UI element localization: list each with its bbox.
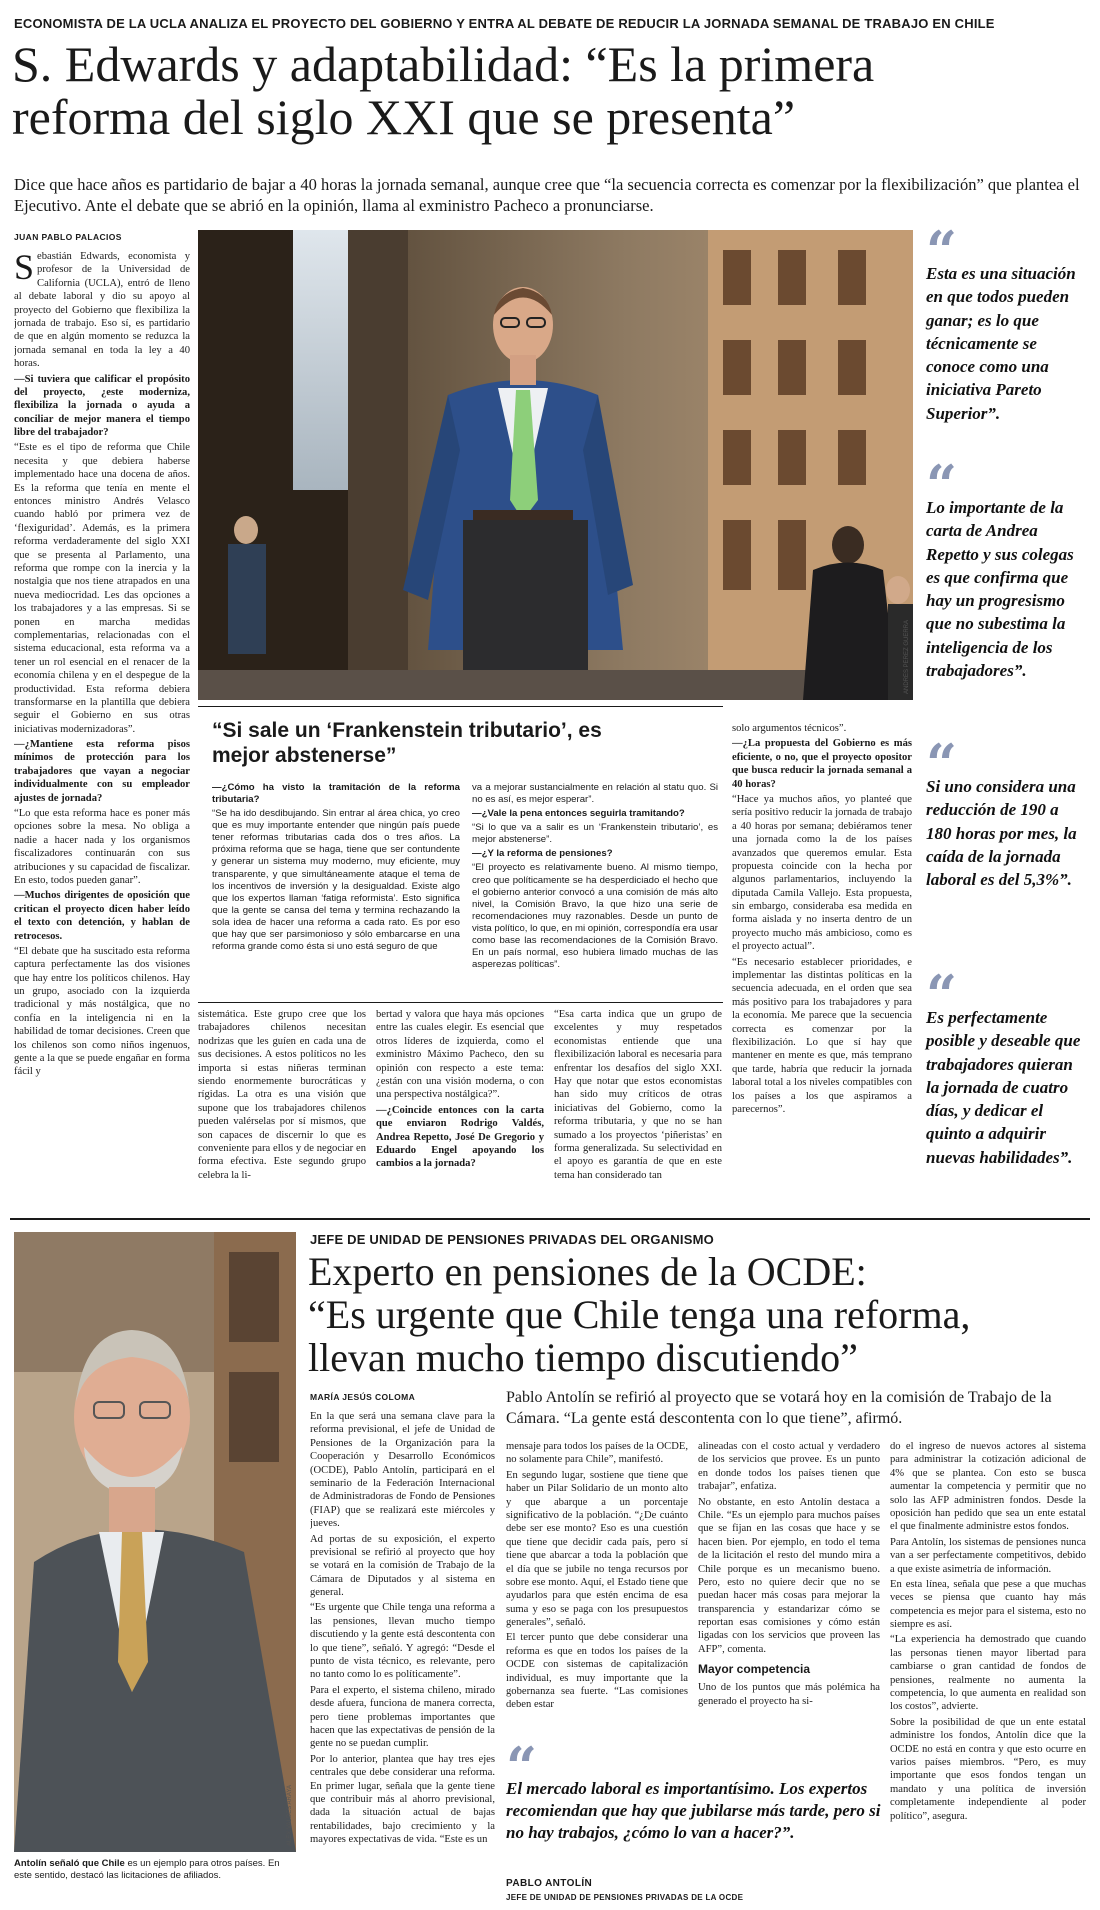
article1-dek: Dice que hace años es partidario de bajar a 40 horas la jornada semanal, aunque cree que “la secuencia correcta es comenzar por la flexibilización” que plantea el Ejecutivo. Ante el debate que se abrió en la opinión, llama al exministro Pacheco a pronunciarse. [14, 175, 1080, 216]
article2-col2-para: En segundo lugar, sostiene que tiene que haber un Pilar Solidario de un monto alto y que abarque a un porcentaje significativo de la población. “¿De cuánto debe ser ese monto? Eso es una cuestión que tiene que decidir cada país, pero sí tiene que abarcar a toda la población que el día que se jubile no tenga recursos por sobre ese monto. Aquí, el Estado tiene que ayudarlos para que estén encima de esa suma y eso se paga con los presupuestos generales”, señaló. [506, 1469, 688, 1629]
article2-headline [308, 1250, 1093, 1380]
article2-col4-para: “La experiencia ha demostrado que cuando las personas tienen mayor libertad para cambiarse o gran cantidad de fondos de pensiones, realmente no aumenta la competencia, lo que aumenta en realidad son los costos”, advierte. [890, 1634, 1086, 1713]
sidebar-column-b [472, 782, 718, 1000]
article1-headline-line2: reforma del siglo XXI que se presenta” [12, 88, 796, 145]
sidebar-title: “Si sale un ‘Frankenstein tributario’, es mejor abstenerse” [212, 719, 602, 768]
article1-col5-para: “Hace ya muchos años, yo planteé que sería positivo reducir la jornada de trabajo a 40 horas por semana; debiéramos tener una jornada como la de los países avanzados que queremos emular. Esta propuesta coincide con la hecha por algunos parlamentarios, incluyendo la diputada Camila Vallejo. Esta propuesta, sin embargo, consideraba esa medida en forma aislada y no inserta dentro de un proyecto mucho más ambicioso, como es el proyecto actual”. [732, 793, 912, 953]
article2-byline: MARÍA JESÚS COLOMA [310, 1392, 416, 1402]
article2-pullquote: “ El mercado laboral es importantísimo. Los expertos recomiendan que hay que jubilarse más tarde, pero si no hay trabajos, ¿cómo lo van a hacer?”. [506, 1735, 881, 1843]
article-separator [10, 1218, 1090, 1220]
quote-mark-icon: “ [926, 453, 958, 517]
caption-lead: Antolín señaló que Chile [14, 1858, 125, 1869]
quote-mark-icon: “ [926, 732, 958, 796]
pullquote-3: “ Si uno considera una reducción de 190 a 180 horas por mes, la caída de la jornada laboral es del 5,3%”. [926, 745, 1086, 891]
article2-headline-line2: “Es urgente que Chile tenga una reforma, [308, 1292, 971, 1338]
article1-byline: JUAN PABLO PALACIOS [14, 232, 122, 242]
sidebar-para: va a mejorar sustancialmente en relación al statu quo. Si no es así, es mejor esperar”. [472, 782, 718, 806]
drop-cap: S [14, 250, 35, 287]
article1-column-2 [198, 1008, 366, 1208]
article2-column-2 [506, 1440, 688, 1740]
article2-headline-line3: llevan mucho tiempo discutiendo” [308, 1335, 858, 1381]
article1-col1-para-0: Sebastián Edwards, economista y profesor de la Universidad de California (UCLA), entró de lleno al debate laboral y dio su apoyo al proyecto del Gobierno que flexibiliza la jornada de trabajo. Eso sí, es partidario de que en algún momento se reduzca la jornada semanal en toda la ley a 40 horas. [14, 250, 190, 370]
article1-headline [12, 38, 1092, 143]
edwards-portrait-illustration [198, 230, 913, 700]
caption-text: es un ejemplo para otros países. En este sentido, destacó las licitaciones de afiliados. [14, 1858, 280, 1882]
article2-col2-para: mensaje para todos los países de la OCDE, no solamente para Chile”, manifestó. [506, 1441, 688, 1466]
article1-col1-para: “El debate que ha suscitado esta reforma captura perfectamente las dos visiones que hay entre los políticos chilenos. Hay un grupo, asociado con la izquierda tradicional y más nostálgica, que no confía en la inteligencia ni en la habilidad de tomar decisiones. Creen que los chilenos son como niños ingenuos, gente a la que se puede engañar en forma fácil y [14, 945, 190, 1078]
sidebar-question: —¿Vale la pena entonces seguirla tramitando? [472, 808, 685, 820]
article2-col1-para: “Es urgente que Chile tenga una reforma a las pensiones, llevan mucho tiempo discutiendo y la gente está descontenta con lo que tiene”, señaló. Y agregó: “Desde el punto de vista técnico, es relevante, pero no tanto como lo es políticamente”. [310, 1602, 495, 1681]
pullquote-attribution-name: PABLO ANTOLÍN [506, 1878, 593, 1889]
article1-column-1 [14, 250, 190, 1210]
sidebar-question: —¿Cómo ha visto la tramitación de la reforma tributaria? [212, 782, 460, 806]
article2-col4-para: Sobre la posibilidad de que un ente estatal administre los fondos, Antolín dice que la OCDE no está en contra y que esto ocurre en varios países miembros. “Pero, es muy importante que esos fondos tengan un mandato y una política de inversión completamente independiente al poder político”, asegura. [890, 1716, 1086, 1822]
article2-col3-para: alineadas con el costo actual y verdadero de los servicios que provee. Es un punto en donde todos los países tienen que trabajar”, enfatiza. [698, 1441, 880, 1493]
article1-col1-question: —Muchos dirigentes de oposición que critican el proyecto dicen haber leído el texto con detención, y hablan de retrocesos. [14, 890, 190, 942]
article2-col1-para: Para el experto, el sistema chileno, mirado desde afuera, funciona de manera correcta, pero tiene problemas importantes que hacen que las expectativas de pensión de la gente no se puedan cumplir. [310, 1684, 495, 1750]
article2-headline-line1: Experto en pensiones de la OCDE: [308, 1249, 867, 1294]
article2-col1-para: Por lo anterior, plantea que hay tres ejes centrales que debe considerar una reforma. En primer lugar, señala que la gente tiene que contribuir más al ahorro previsional, dada la situación actual de bajas rentabilidades, bajo crecimiento y la mayores expectativas de vida. “Este es un [310, 1753, 495, 1846]
article2-column-4 [890, 1440, 1086, 1900]
article2-column-1 [310, 1410, 495, 1900]
article2-subhead: Mayor competencia [698, 1662, 811, 1677]
article2-col1-para: Ad portas de su exposición, el experto previsional se refirió al proyecto que hoy se votará en la comisión de Trabajo de la Cámara de Diputados y al sistema en general. [310, 1533, 495, 1599]
article1-kicker: ECONOMISTA DE LA UCLA ANALIZA EL PROYECTO DEL GOBIERNO Y ENTRA AL DEBATE DE REDUCIR LA JORNADA SEMANAL DE TRABAJO EN CHILE [14, 16, 995, 31]
article1-column-3 [376, 1008, 544, 1208]
article2-photo-antolin [14, 1232, 296, 1852]
sidebar-column-a [212, 782, 460, 1000]
article2-col4-para: do el ingreso de nuevos actores al sistema para administrar la cotización adicional de 4% que se plantea. Con esto se busca aumentar la competencia y permitir que no solo las AFP administren fondos. Desde la oposición han pedido que sea un ente estatal el que finalmente administre estos fondos. [890, 1441, 1086, 1533]
article2-photo-credit: ALEX VALDÉS ARAYA [287, 1784, 293, 1846]
article1-column-4 [554, 1008, 722, 1208]
antolin-portrait-illustration [14, 1232, 296, 1852]
article2-col2-para: El tercer punto que debe considerar una reforma es que en todos los países de la OCDE con sistemas de capitalización individual, es muy importante que la gobernanza sea fuerte. “Las comisiones deben estar [506, 1632, 688, 1711]
article1-col4-para: “Esa carta indica que un grupo de excelentes y muy respetados economistas entiende que una flexibilización laboral es necesaria para enfrentar los desafíos del siglo XXI. Hay que notar que estos economistas han sido muy críticos de otras iniciativas del Gobierno, como la reforma tributaria, y que no se han sumado a los proyectos ‘piñeristas’ en forma generalizada. Su selectividad en el apoyo es garantía de que en este tema han considerado tan [554, 1009, 722, 1181]
sidebar-para: “El proyecto es relativamente bueno. Al mismo tiempo, creo que políticamente se ha desperdiciado el hecho que el gobierno anterior convocó a una comisión de más alto nivel, la Comisión Bravo, la que hizo una serie de recomendaciones muy razonables. Desde un punto de vista político, lo que, en mi opinión, correspondía era usar como base las recomendaciones de la Comisión Bravo. En un país normal, eso hubiera limado muchas de las asperezas políticas”. [472, 862, 718, 971]
sidebar-top-rule [198, 706, 723, 707]
pullquote-1: “ Esta es una situación en que todos pueden ganar; es lo que técnicamente se conoce como una iniciativa Pareto Superior”. [926, 232, 1086, 425]
article1-column-5 [732, 722, 912, 1208]
article2-kicker: JEFE DE UNIDAD DE PENSIONES PRIVADAS DEL ORGANISMO [310, 1232, 714, 1247]
quote-mark-icon: “ [506, 1735, 538, 1799]
pullquote-4: “ Es perfectamente posible y deseable que trabajadores quieran la jornada de cuatro días, y dedicar el quinto a adquirir nuevas habilidades”. [926, 976, 1086, 1169]
article1-photo-credit: ANDRÉS PÉREZ GUERRA [904, 619, 910, 694]
article2-photo-caption [14, 1858, 296, 1883]
sidebar-bottom-rule [198, 1002, 723, 1003]
sidebar-para: “Si lo que va a salir es un ‘Frankenstein tributario’, es mejor abstenerse”. [472, 822, 718, 846]
article2-col1-para: En la que será una semana clave para la reforma previsional, el jefe de Unidad de Pensiones de la Organización para la Cooperación y Desarrollo Económicos (OCDE), Pablo Antolín, participará en el seminario de la Federación Internacional de Administradoras de Fondo de Pensiones (FIAP) que se realizará este miércoles y jueves. [310, 1411, 495, 1530]
quote-mark-icon: “ [926, 963, 958, 1027]
article2-col3-para: No obstante, en esto Antolín destaca a Chile. “Es un ejemplo para muchos países que se fijan en las cosas que hace y se hacen bien. Por ejemplo, en todo el tema de la licitación el resto del mundo mira a Chile porque es un mecanismo bueno. Pero, esto no quiere decir que no se puedan hacer más cosas para mejorar la transparencia y estandarizar cómo se reportan esas comisiones y cómo están ligadas con los servicios que proveen las AFP”, comenta. [698, 1496, 880, 1655]
article2-col3-para: Uno de los puntos que más polémica ha generado el proyecto ha si- [698, 1682, 880, 1707]
article1-col1-para: “Lo que esta reforma hace es poner más opciones sobre la mesa. No obliga a nadie a hacer nada y los organismos fiscalizadores continuarán con sus atribuciones y su capacidad de fiscalizar. En esto, todos pueden ganar”. [14, 808, 190, 886]
article1-photo-edwards [198, 230, 913, 700]
pullquote-attribution-role: JEFE DE UNIDAD DE PENSIONES PRIVADAS DE LA OCDE [506, 1893, 744, 1902]
article1-col3-para: bertad y valora que haya más opciones entre las cuales elegir. Es esencial que otros líderes de izquierda, como el exministro Máximo Pacheco, den su opinión con respecto a este tema: ¿están con una visión moderna, o con una perspectiva nostálgica?”. [376, 1009, 544, 1101]
article1-col1-question: —¿Mantiene esta reforma pisos mínimos de protección para los trabajadores que vayan a negociar individualmente con su empleador ajustes de jornada? [14, 739, 190, 804]
article2-col4-para: En esta línea, señala que pese a que muchas veces se piensa que cuanto hay más competencia es mejor para el sistema, esto no siempre es así. [890, 1578, 1086, 1631]
article2-col4-para: Para Antolín, los sistemas de pensiones nunca van a ser perfectamente competitivos, debido a que existe asimetría de información. [890, 1536, 1086, 1575]
article2-column-3 [698, 1440, 880, 1740]
sidebar-para: “Se ha ido desdibujando. Sin entrar al área chica, yo creo que es muy importante entender que ningún país puede tener reformas tributarias cada dos o tres años. La próxima reforma que se haga, tiene que ser contundente y generar un sistema muy moderno, muy eficiente, muy transparente, y que simultáneamente ataque el tema de los incentivos de inversión y la desigualdad. Existe algo que los expertos llaman ‘fatiga reformista’. Esto significa que la gente se cansa del tema y termina rechazando la sola idea de hacer una reforma a cada rato. Es por eso que hay que ser parsimonioso y sólo embarcarse en una reforma grande como ésta si uno está seguro de que [212, 808, 460, 953]
article1-col5-para: “Es necesario establecer prioridades, e implementar las distintas políticas en la secuencia adecuada, en el orden que sea más positivo para los trabajadores y para la economía. Me parece que la secuencia correcta es comenzar por la flexibilización. Lo que sí hay que mantener en mente es que, más temprano que tarde, habría que reducir la jornada laboral total a los niveles compatibles con los países a los que aspiramos a parecernos”. [732, 956, 912, 1115]
article1-headline-line1: S. Edwards y adaptabilidad: “Es la primera [12, 36, 875, 92]
article1-col1-question: —Si tuviera que calificar el propósito del proyecto, ¿este moderniza, flexibiliza la jornada o ayuda a conciliar de mejor manera el tiempo libre del trabajador? [14, 373, 190, 439]
article1-col5-question: —¿La propuesta del Gobierno es más eficiente, o no, que el proyecto opositor que busca reducir la jornada semanal a 40 horas? [732, 738, 912, 790]
pullquote-2: “ Lo importante de la carta de Andrea Repetto y sus colegas es que confirma que hay un progresismo que no subestima la inteligencia de los trabajadores”. [926, 466, 1086, 682]
article1-col1-para: “Este es el tipo de reforma que Chile necesita y que debiera haberse implementado hace una docena de años. Es la reforma que tenía en mente el entonces ministro Andrés Velasco cuando habló por primera vez de ‘flexiguridad’. Además, es la primera reforma verdaderamente del siglo XXI que se presenta al Parlamento, una reforma que rompe con la inercia y la nostalgia que nos tiene atrapados en una nueva mediocridad. Les das opciones a los trabajadores y a las empresas. Si se ponen en marcha medidas complementarias, relacionadas con el sistema educacional, esta reforma va a tener un rol esencial en el renacer de la economía chilena y en el despegue de la productividad. Esta reforma debiera transformarse en la plantilla que debiera seguir el Gobierno en sus otras iniciativas modernizadoras”. [14, 442, 190, 735]
article1-col3-question: —¿Coincide entonces con la carta que enviaron Rodrigo Valdés, Andrea Repetto, José De Gregorio y Eduardo Engel apoyando los cambios a la jornada? [376, 1104, 544, 1170]
sidebar-question: —¿Y la reforma de pensiones? [472, 848, 613, 860]
quote-mark-icon: “ [926, 219, 958, 283]
article1-col5-para: solo argumentos técnicos”. [732, 723, 847, 734]
article2-dek: Pablo Antolín se refirió al proyecto que se votará hoy en la comisión de Trabajo de la Cámara. “La gente está descontenta con lo que tiene”, afirmó. [506, 1389, 1052, 1427]
article1-col2-para: sistemática. Este grupo cree que los trabajadores chilenos necesitan nodrizas que les guíen en cada una de sus decisiones. A estos políticos no les importa si estas niñeras terminan siendo enormemente burocráticas y rígidas. La otra es una visión que supone que los trabajadores chilenos pueden valérselas por sí mismos, que son capaces de discernir lo que es conveniente para ellos y de negociar en forma efectiva. Este segundo grupo celebra la li- [198, 1009, 366, 1181]
